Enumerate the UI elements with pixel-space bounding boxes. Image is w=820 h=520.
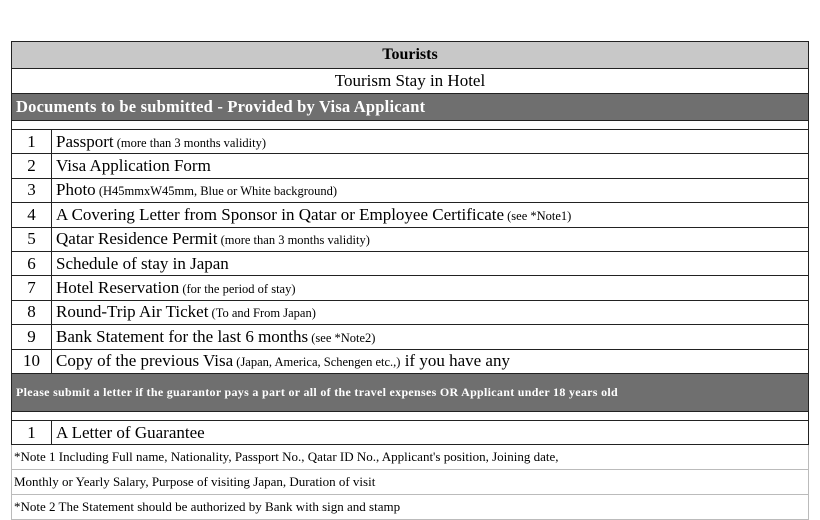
document-row bbox=[11, 276, 809, 300]
note-1-line-1: *Note 1 Including Full name, Nationality, Passport No., Qatar ID No., Applicant's position, Joining date, bbox=[11, 445, 809, 470]
guarantee-label: A Letter of Guarantee bbox=[56, 422, 205, 442]
document-label: Hotel Reservation (for the period of stay) bbox=[56, 278, 296, 298]
document-row bbox=[11, 228, 809, 252]
document-row bbox=[11, 252, 809, 276]
spacer-row bbox=[11, 412, 809, 421]
spacer-row bbox=[11, 121, 809, 130]
document-label: Copy of the previous Visa (Japan, America, Schengen etc.,) if you have any bbox=[56, 351, 510, 371]
document-row bbox=[11, 301, 809, 325]
row-number: 6 bbox=[12, 252, 52, 275]
document-label: Qatar Residence Permit (more than 3 months validity) bbox=[56, 229, 370, 249]
document-row bbox=[11, 325, 809, 349]
row-number: 3 bbox=[12, 179, 52, 202]
document-label: Schedule of stay in Japan bbox=[56, 253, 229, 273]
row-number: 1 bbox=[12, 421, 52, 444]
row-number: 1 bbox=[12, 130, 52, 153]
note-2: *Note 2 The Statement should be authorized by Bank with sign and stamp bbox=[11, 495, 809, 520]
row-number: 10 bbox=[12, 350, 52, 373]
document-row bbox=[11, 350, 809, 374]
document-row bbox=[11, 154, 809, 178]
section-header-guarantee: Please submit a letter if the guarantor pays a part or all of the travel expenses OR Applicant under 18 years old bbox=[11, 374, 809, 412]
guarantee-row bbox=[11, 421, 809, 445]
document-row bbox=[11, 203, 809, 227]
row-number: 8 bbox=[12, 301, 52, 324]
document-row bbox=[11, 130, 809, 154]
visa-requirements-table bbox=[11, 41, 809, 520]
document-label: Passport (more than 3 months validity) bbox=[56, 131, 267, 151]
document-row bbox=[11, 179, 809, 203]
document-label: Visa Application Form bbox=[56, 156, 211, 176]
document-label: Round-Trip Air Ticket (To and From Japan) bbox=[56, 302, 316, 322]
table-title: Tourists bbox=[11, 41, 809, 69]
row-number: 5 bbox=[12, 228, 52, 251]
row-number: 2 bbox=[12, 154, 52, 177]
table-subtitle: Tourism Stay in Hotel bbox=[11, 69, 809, 94]
note-1-line-2: Monthly or Yearly Salary, Purpose of visiting Japan, Duration of visit bbox=[11, 470, 809, 495]
row-number: 4 bbox=[12, 203, 52, 226]
document-label: Photo (H45mmxW45mm, Blue or White background) bbox=[56, 180, 338, 200]
section-header-documents: Documents to be submitted - Provided by Visa Applicant bbox=[11, 94, 809, 121]
document-label: Bank Statement for the last 6 months (see *Note2) bbox=[56, 326, 376, 346]
row-number: 7 bbox=[12, 276, 52, 299]
document-label: A Covering Letter from Sponsor in Qatar or Employee Certificate (see *Note1) bbox=[56, 204, 572, 224]
row-number: 9 bbox=[12, 325, 52, 348]
